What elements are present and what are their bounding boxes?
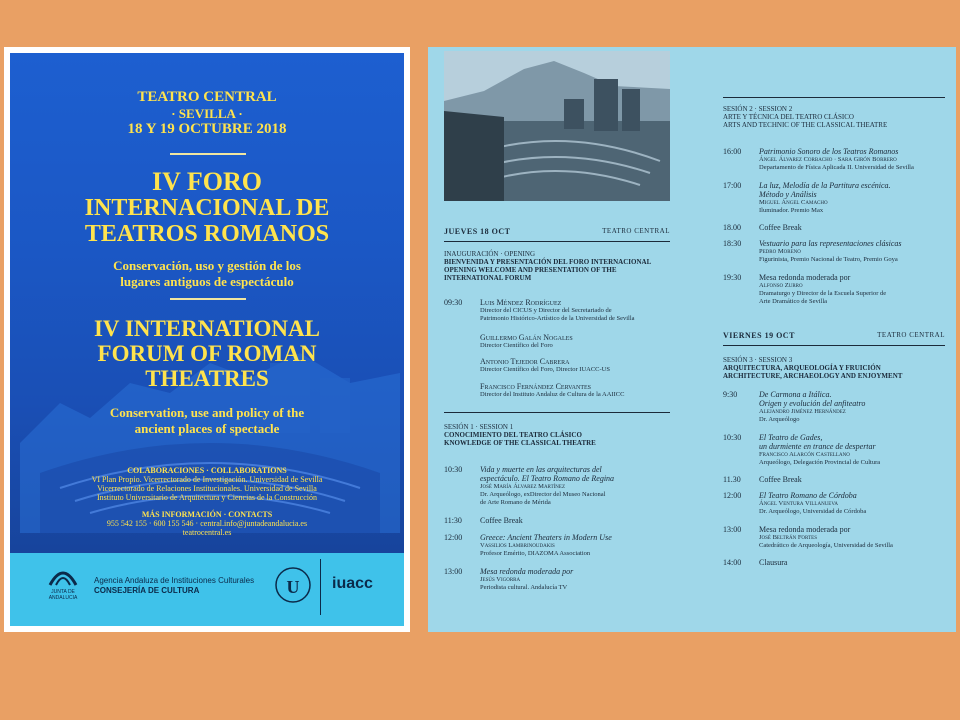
poster-info-website: teatrocentral.es <box>182 528 232 537</box>
session2-label: SESIÓN 2 · SESSION 2 <box>723 105 793 113</box>
universidad-sevilla-seal-icon <box>274 563 312 611</box>
session1-title-en: KNOWLEDGE OF THE CLASSICAL THEATRE <box>444 439 596 447</box>
talk-title: espectáculo. El Teatro Romano de Regina <box>480 474 615 483</box>
talk-title: La luz, Melodía de la Partitura escénica. <box>759 181 891 190</box>
junta-andalucia-logo-text: JUNTA DE ANDALUCIA <box>48 589 78 601</box>
coffee-break: Coffee Break <box>759 223 802 232</box>
divider <box>170 153 246 155</box>
speaker-role: Director Científico del Foro, Director IUACC-US <box>480 366 610 373</box>
speaker-role: Patrimonio Histórico-Artístico de la Universidad de Sevilla <box>480 315 635 322</box>
day2-label: VIERNES 19 OCT <box>723 331 795 340</box>
speaker-name: Ángel Ventura Villanueva <box>759 500 838 507</box>
talk-title: Mesa redonda moderada por <box>759 525 851 534</box>
divider <box>170 298 246 300</box>
divider <box>723 97 945 98</box>
poster-subtitle-en-1: Conservation, use and policy of the <box>109 405 305 420</box>
poster-collab-3: Instituto Universitario de Arquitectura y Ciencias de la Construcción <box>97 493 317 502</box>
poster-collab-2: Vicerrectorado de Relaciones Institucionales. Universidad de Sevilla <box>97 484 317 493</box>
poster-subtitle-en-2: ancient places of spectacle <box>134 421 280 436</box>
session-item-time: 12:00 <box>723 491 742 500</box>
day2-header <box>723 331 945 346</box>
logo-divider <box>320 559 321 615</box>
session3-title-es: ARQUITECTURA, ARQUEOLOGÍA Y FRUICIÓN <box>723 364 881 372</box>
session2-title-en: ARTS AND TECHNIC OF THE CLASSICAL THEATRE <box>723 121 888 129</box>
speaker-name: José María Álvarez Martínez <box>480 483 566 490</box>
speaker-name: Alfonso Zurro <box>759 282 803 289</box>
speaker-name: Ángel Álvarez Corbacho · Sara Girón Borrero <box>759 156 897 163</box>
talk-title: Mesa redonda moderada por <box>759 273 851 282</box>
speaker-name: Alejandro Jiménez Hernández <box>759 408 846 415</box>
speaker-name: Antonio Tejedor Cabrera <box>480 357 570 366</box>
poster-city: · SEVILLA · <box>171 106 243 121</box>
divider <box>444 412 670 413</box>
speaker-role: Director Científico del Foro <box>480 342 553 349</box>
speaker-role: Figurinista, Premio Nacional de Teatro, Premio Goya <box>759 256 898 263</box>
session-item-time: 14:00 <box>723 558 742 567</box>
talk-title: Vida y muerte en las arquitecturas del <box>480 465 602 474</box>
talk-title: Origen y evolución del anfiteatro <box>759 399 866 408</box>
speaker-role: Dramaturgo y Director de la Escuela Superior de <box>759 290 887 297</box>
day1-label: JUEVES 18 OCT <box>444 227 511 236</box>
speaker-name: Luis Méndez Rodríguez <box>480 298 562 307</box>
speaker-name: Guillermo Galán Nogales <box>480 333 573 342</box>
session-item-time: 13:00 <box>444 567 463 576</box>
speaker-role: Departamento de Física Aplicada II. Universidad de Sevilla <box>759 164 914 171</box>
poster-logo-strip <box>10 553 404 626</box>
talk-title: un durmiente en trance de despertar <box>759 442 876 451</box>
speaker-name: Francisco Alarcón Castellano <box>759 451 850 458</box>
festival-poster <box>4 47 410 632</box>
junta-andalucia-logo-icon <box>48 565 78 587</box>
poster-info-contacts: 955 542 155 · 600 155 546 · central.info@juntadeandalucia.es <box>106 519 308 528</box>
speaker-name: Francisco Fernández Cervantes <box>480 382 591 391</box>
speaker-role: Arqueólogo, Delegación Provincial de Cultura <box>759 459 881 466</box>
poster-title-es-3: TEATROS ROMANOS <box>84 221 330 247</box>
poster-collab-1: VI Plan Propio. Vicerrectorado de Investigación. Universidad de Sevilla <box>91 475 323 484</box>
day1-header <box>444 227 670 242</box>
poster-title-en-2: FORUM OF ROMAN <box>97 341 317 366</box>
speaker-role: Dr. Arqueólogo <box>759 416 800 423</box>
speaker-role: Dr. Arqueólogo, Universidad de Córdoba <box>759 508 867 515</box>
opening-title-en: OPENING WELCOME AND PRESENTATION OF THE <box>444 266 617 274</box>
iuacc-logo: iuacc <box>332 575 373 592</box>
speaker-role: de Arte Romano de Mérida <box>480 499 551 506</box>
svg-text:U: U <box>286 577 300 597</box>
session-item-time: 11.30 <box>723 475 741 484</box>
coffee-break: Coffee Break <box>759 475 802 484</box>
speaker-role: Periodista cultural. Andalucía TV <box>480 584 568 591</box>
poster-subtitle-es-2: lugares antiguos de espectáculo <box>120 274 294 289</box>
talk-title: Vestuario para las representaciones clásicas <box>759 239 902 248</box>
talk-title: Método y Análisis <box>759 190 817 199</box>
session-item-time: 18.00 <box>723 223 741 232</box>
program-sheet <box>428 47 956 632</box>
speaker-name: Pedro Moreno <box>759 248 801 255</box>
talk-title: Patrimonio Sonoro de los Teatros Romanos <box>759 147 899 156</box>
opening-title-en-2: INTERNATIONAL FORUM <box>444 274 532 282</box>
speaker-role: Catedrático de Arqueología, Universidad de Sevilla <box>759 542 893 549</box>
session-item-time: 11:30 <box>444 516 462 525</box>
poster-title-es-2: INTERNACIONAL DE <box>84 195 330 221</box>
ruins-engraving-image <box>444 51 670 201</box>
speaker-name: José Beltrán Fortes <box>759 534 817 541</box>
session-item-time: 13:00 <box>723 525 742 534</box>
talk-title: El Teatro Romano de Córdoba <box>759 491 857 500</box>
talk-title: Greece: Ancient Theaters in Modern Use <box>480 533 612 542</box>
speaker-role: Director del Instituto Andaluz de Cultura de la AAIICC <box>480 391 625 398</box>
session-item-time: 10:30 <box>444 465 463 474</box>
session-item-time: 18:30 <box>723 239 742 248</box>
agency-name: Agencia Andaluza de Instituciones Culturales <box>94 576 255 585</box>
session-item-time: 9:30 <box>723 390 738 399</box>
poster-subtitle-es-1: Conservación, uso y gestión de los <box>113 258 301 273</box>
poster-artwork <box>10 53 404 626</box>
poster-title-en-3: THEATRES <box>145 366 269 391</box>
speaker-name: Jesús Vigorra <box>480 576 521 583</box>
talk-title: De Carmona a Itálica. <box>759 390 832 399</box>
poster-dates: 18 Y 19 OCTUBRE 2018 <box>127 121 287 137</box>
session-item-time: 17:00 <box>723 181 742 190</box>
speaker-role: Iluminador. Premio Max <box>759 207 824 214</box>
session1-label: SESIÓN 1 · SESSION 1 <box>444 423 514 431</box>
day2-venue: TEATRO CENTRAL <box>877 331 945 339</box>
session-item-time: 10:30 <box>723 433 742 442</box>
coffee-break: Coffee Break <box>480 516 523 525</box>
poster-venue: TEATRO CENTRAL <box>137 89 277 105</box>
session-item-time: 16:00 <box>723 147 742 156</box>
speaker-name: Vassilios Lambrinoudakis <box>480 542 555 549</box>
poster-info-heading: MÁS INFORMACIÓN · CONTACTS <box>141 510 273 519</box>
session2-title-es: ARTE Y TÉCNICA DEL TEATRO CLÁSICO <box>723 113 854 121</box>
poster-title-en-1: IV INTERNATIONAL <box>93 316 320 341</box>
day1-venue: TEATRO CENTRAL <box>602 227 670 235</box>
speaker-role: Dr. Arqueólogo, exDirector del Museo Nacional <box>480 491 606 498</box>
session3-title-en: ARCHITECTURE, ARCHAEOLOGY AND ENJOYMENT <box>723 372 903 380</box>
closing: Clausura <box>759 558 788 567</box>
opening-title-es: BIENVENIDA Y PRESENTACIÓN DEL FORO INTERNACIONAL <box>444 258 652 266</box>
speaker-role: Arte Dramático de Sevilla <box>759 298 828 305</box>
talk-title: Mesa redonda moderada por <box>480 567 574 576</box>
session-item-time: 12:00 <box>444 533 463 542</box>
poster-collab-heading: COLABORACIONES · COLLABORATIONS <box>127 466 287 475</box>
speaker-name: Miguel Ángel Camacho <box>759 199 828 206</box>
talk-title: El Teatro de Gades, <box>759 433 823 442</box>
opening-label: INAUGURACIÓN · OPENING <box>444 250 535 258</box>
speaker-role: Profesor Emérito, DIAZOMA Association <box>480 550 591 557</box>
agency-ministry: CONSEJERÍA DE CULTURA <box>94 586 200 595</box>
session-item-time: 19:30 <box>723 273 742 282</box>
poster-title-es-1: IV FORO <box>151 167 263 196</box>
speaker-role: Director del CICUS y Director del Secretariado de <box>480 307 612 314</box>
opening-time: 09:30 <box>444 298 463 307</box>
session3-label: SESIÓN 3 · SESSION 3 <box>723 356 793 364</box>
session1-title-es: CONOCIMIENTO DEL TEATRO CLÁSICO <box>444 431 582 439</box>
